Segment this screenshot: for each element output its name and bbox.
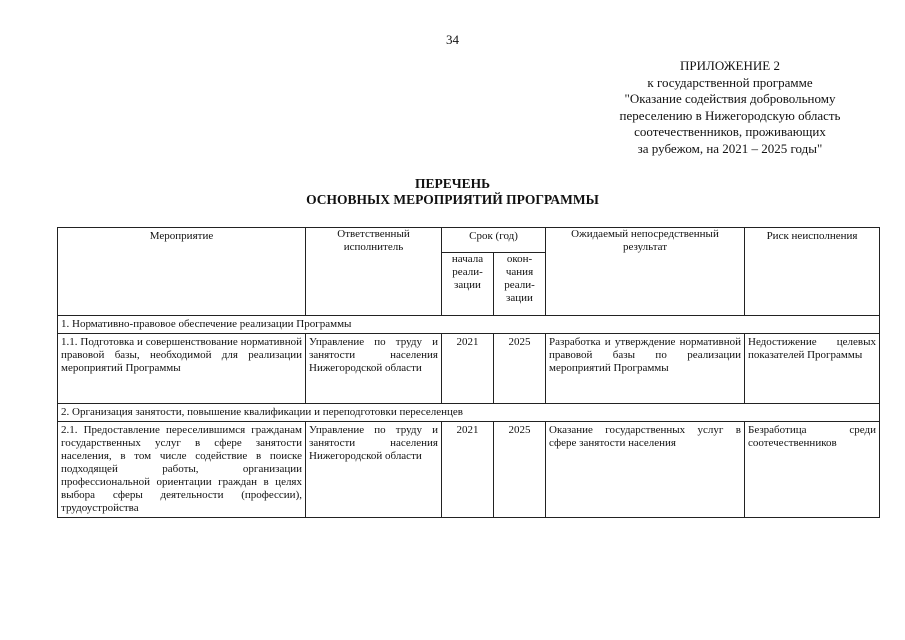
section-row [58,316,880,334]
header-activity: Мероприятие [58,228,306,316]
header-risk: Риск неисполнения [745,228,880,316]
table-row [58,334,880,404]
appendix-line: к государственной программе [647,74,813,90]
header-end: окон-чания реали-зации [494,253,546,316]
cell-end: 2025 [494,334,546,404]
appendix-block [580,58,880,157]
cell-activity: 1.1. Подготовка и совершенствование нормативной правовой базы, необходимой для реализации мероприятий Программы [58,334,306,404]
header-term: Срок (год) [442,228,546,253]
page-number: 34 [446,32,459,47]
activities-table [57,227,880,518]
cell-executor: Управление по труду и занятости населения Нижегородской области [306,334,442,404]
appendix-line: переселению в Нижегородскую область [619,107,841,123]
header-result: Ожидаемый непосредственный результат [546,228,745,316]
cell-end: 2025 [494,422,546,518]
section-title: 1. Нормативно-правовое обеспечение реализации Программы [58,316,880,334]
appendix-line: соотечественников, проживающих [634,124,826,139]
cell-risk: Недостижение целевых показателей Программы [745,334,880,404]
cell-executor: Управление по труду и занятости населения Нижегородской области [306,422,442,518]
cell-start: 2021 [442,422,494,518]
title-line: ПЕРЕЧЕНЬ [414,176,491,191]
cell-result: Оказание государственных услуг в сфере занятости населения [546,422,745,518]
appendix-line: ПРИЛОЖЕНИЕ 2 [680,58,780,73]
header-start: начала реали-зации [442,253,494,316]
section-row [58,404,880,422]
document-title [0,176,905,208]
header-executor: Ответственный исполнитель [306,228,442,316]
cell-risk: Безработица среди соотечественников [745,422,880,518]
title-line: ОСНОВНЫХ МЕРОПРИЯТИЙ ПРОГРАММЫ [306,192,599,207]
appendix-line: "Оказание содействия добровольному [624,91,836,106]
table-header-row [58,228,880,253]
section-title: 2. Организация занятости, повышение квалификации и переподготовки переселенцев [58,404,880,422]
cell-activity: 2.1. Предоставление переселившимся гражданам государственных услуг в сфере занятости населения, в том числе содействие в поиске подходящей работы, организации профессиональной ориентации граждан в целях выбора сферы деятельности (профессии), трудоустройства [58,422,306,518]
appendix-line: за рубежом, на 2021 – 2025 годы" [637,140,823,156]
cell-result: Разработка и утверждение нормативной правовой базы по реализации мероприятий Программы [546,334,745,404]
table-row [58,422,880,518]
cell-start: 2021 [442,334,494,404]
